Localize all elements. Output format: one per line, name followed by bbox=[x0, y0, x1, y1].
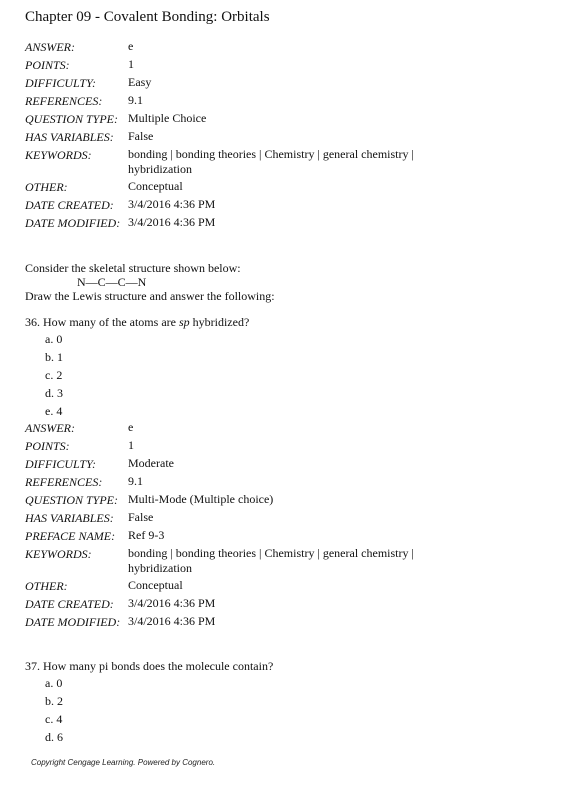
keywords-label: KEYWORDS: bbox=[25, 148, 92, 162]
date-created-label: DATE CREATED: bbox=[25, 198, 114, 212]
choice-a[interactable]: a. 0 bbox=[45, 676, 63, 690]
points-label: POINTS: bbox=[25, 58, 70, 72]
question-36 bbox=[25, 314, 250, 418]
keywords-value: bonding | bonding theories | Chemistry | general chemistry | hybridization bbox=[128, 147, 414, 176]
question-37 bbox=[25, 658, 274, 744]
difficulty-value: Moderate bbox=[128, 456, 174, 470]
preface-text bbox=[25, 261, 275, 303]
date-created-label: DATE CREATED: bbox=[25, 597, 114, 611]
preface-line-1: Consider the skeletal structure shown below: bbox=[25, 261, 241, 275]
question-type-value: Multiple Choice bbox=[128, 111, 207, 125]
other-value: Conceptual bbox=[128, 578, 183, 592]
keywords-value: bonding | bonding theories | Chemistry | general chemistry | hybridization bbox=[128, 546, 414, 575]
has-variables-label: HAS VARIABLES: bbox=[25, 130, 114, 144]
other-value: Conceptual bbox=[128, 179, 183, 193]
answer-label: ANSWER: bbox=[25, 421, 75, 435]
date-modified-value: 3/4/2016 4:36 PM bbox=[128, 614, 216, 628]
choice-d[interactable]: d. 3 bbox=[45, 386, 63, 400]
references-label: REFERENCES: bbox=[25, 94, 103, 108]
chapter-title: Chapter 09 - Covalent Bonding: Orbitals bbox=[25, 9, 270, 25]
other-label: OTHER: bbox=[25, 579, 68, 593]
answer-value: e bbox=[128, 39, 134, 53]
date-modified-label: DATE MODIFIED: bbox=[25, 216, 121, 230]
other-label: OTHER: bbox=[25, 180, 68, 194]
question-type-label: QUESTION TYPE: bbox=[25, 493, 119, 507]
skeletal-structure: N—C—C—N bbox=[77, 275, 147, 289]
references-value: 9.1 bbox=[128, 474, 143, 488]
question-type-label: QUESTION TYPE: bbox=[25, 112, 119, 126]
question-type-value: Multi-Mode (Multiple choice) bbox=[128, 492, 274, 506]
choice-b[interactable]: b. 1 bbox=[45, 350, 63, 364]
preface-name-value: Ref 9-3 bbox=[128, 528, 165, 542]
difficulty-label: DIFFICULTY: bbox=[25, 457, 96, 471]
choice-a[interactable]: a. 0 bbox=[45, 332, 63, 346]
answer-value: e bbox=[128, 420, 134, 434]
references-label: REFERENCES: bbox=[25, 475, 103, 489]
choice-d[interactable]: d. 6 bbox=[45, 730, 63, 744]
has-variables-value: False bbox=[128, 510, 154, 524]
sp-term: sp bbox=[178, 315, 190, 329]
question-36-text: 36. How many of the atoms are sp hybridized? bbox=[25, 315, 250, 329]
difficulty-label: DIFFICULTY: bbox=[25, 76, 96, 90]
points-value: 1 bbox=[128, 438, 134, 452]
date-modified-label: DATE MODIFIED: bbox=[25, 615, 121, 629]
question-37-text: 37. How many pi bonds does the molecule contain? bbox=[25, 659, 274, 673]
choice-b[interactable]: b. 2 bbox=[45, 694, 63, 708]
choice-e[interactable]: e. 4 bbox=[45, 404, 63, 418]
difficulty-value: Easy bbox=[128, 75, 152, 89]
date-modified-value: 3/4/2016 4:36 PM bbox=[128, 215, 216, 229]
date-created-value: 3/4/2016 4:36 PM bbox=[128, 596, 216, 610]
points-label: POINTS: bbox=[25, 439, 70, 453]
answer-label: ANSWER: bbox=[25, 40, 75, 54]
copyright-footer: Copyright Cengage Learning. Powered by Cognero. bbox=[31, 758, 216, 767]
points-value: 1 bbox=[128, 57, 134, 71]
preface-line-2: Draw the Lewis structure and answer the following: bbox=[25, 289, 275, 303]
preface-name-label: PREFACE NAME: bbox=[25, 529, 116, 543]
choice-c[interactable]: c. 2 bbox=[45, 368, 63, 382]
references-value: 9.1 bbox=[128, 93, 143, 107]
date-created-value: 3/4/2016 4:36 PM bbox=[128, 197, 216, 211]
has-variables-label: HAS VARIABLES: bbox=[25, 511, 114, 525]
choice-c[interactable]: c. 4 bbox=[45, 712, 63, 726]
keywords-label: KEYWORDS: bbox=[25, 547, 92, 561]
has-variables-value: False bbox=[128, 129, 154, 143]
